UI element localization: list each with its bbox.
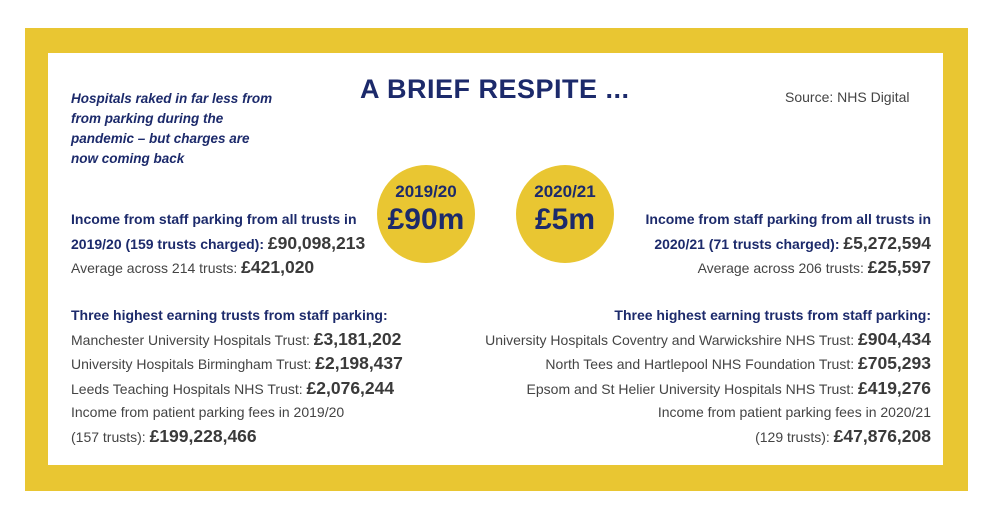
right-top3-block — [485, 304, 931, 449]
left-average-line — [71, 256, 365, 281]
right-top3-heading: Three highest earning trusts from staff parking: — [614, 307, 931, 323]
right-top3-item — [485, 352, 931, 377]
trust-name: Manchester University Hospitals Trust: — [71, 331, 314, 348]
trust-value: £904,434 — [858, 328, 931, 349]
trust-value: £3,181,202 — [313, 328, 402, 349]
trust-value: £705,293 — [858, 353, 931, 373]
source-credit: Source: NHS Digital — [785, 89, 910, 105]
circle-2019-20 — [377, 165, 475, 263]
circle-2020-21 — [516, 165, 614, 263]
trust-name: Leeds Teaching Hospitals NHS Trust: — [71, 380, 307, 397]
circle-amount: £5m — [534, 203, 596, 236]
right-average-value: £25,597 — [867, 257, 931, 277]
page-title: A BRIEF RESPITE ... — [360, 74, 630, 104]
trust-name: University Hospitals Birmingham Trust: — [71, 356, 316, 372]
trust-value: £2,076,244 — [306, 377, 395, 398]
right-top3-item — [485, 328, 931, 353]
trust-value: £419,276 — [858, 377, 931, 398]
right-patient-label: (129 trusts): — [755, 428, 834, 445]
circle-amount: £90m — [387, 203, 465, 236]
left-patient-value: £199,228,466 — [149, 425, 257, 446]
right-staff-income-value: £5,272,594 — [843, 232, 931, 253]
right-staff-income-heading: Income from staff parking from all trusts in — [645, 211, 931, 227]
circle-year: 2020/21 — [534, 182, 596, 201]
right-patient-line — [485, 425, 931, 450]
right-patient-value: £47,876,208 — [833, 425, 931, 446]
right-staff-income-block — [646, 208, 932, 281]
right-average-line — [646, 256, 932, 281]
right-average-label: Average across 206 trusts: — [697, 260, 868, 276]
left-patient-label: (157 trusts): — [71, 428, 150, 445]
left-top3-item — [71, 328, 403, 353]
left-staff-income-label: 2019/20 (159 trusts charged): — [71, 235, 268, 252]
left-patient-heading: Income from patient parking fees in 2019/20 — [71, 404, 345, 420]
left-staff-income-block — [71, 208, 365, 281]
right-staff-income-label: 2020/21 (71 trusts charged): — [654, 235, 844, 252]
left-staff-income-heading: Income from staff parking from all trusts in — [71, 211, 357, 227]
left-patient-line — [71, 425, 403, 450]
left-top3-item — [71, 377, 403, 402]
left-staff-income-value: £90,098,213 — [267, 232, 366, 253]
left-staff-income-line — [71, 232, 365, 257]
intro-text: Hospitals raked in far less from from parking during the pandemic – but charges are now coming back — [71, 91, 273, 166]
left-top3-heading: Three highest earning trusts from staff parking: — [71, 307, 388, 323]
left-top3-item — [71, 352, 403, 377]
trust-name: University Hospitals Coventry and Warwickshire NHS Trust: — [485, 331, 858, 348]
left-average-value: £421,020 — [241, 257, 315, 277]
trust-name: Epsom and St Helier University Hospitals NHS Trust: — [526, 380, 858, 397]
trust-name: North Tees and Hartlepool NHS Foundation Trust: — [545, 356, 858, 372]
trust-value: £2,198,437 — [315, 353, 403, 373]
right-patient-heading: Income from patient parking fees in 2020/21 — [657, 404, 931, 420]
left-average-label: Average across 214 trusts: — [71, 260, 242, 276]
circle-year: 2019/20 — [395, 182, 457, 201]
right-top3-item — [485, 377, 931, 402]
right-staff-income-line — [646, 232, 932, 257]
left-top3-block — [71, 304, 403, 449]
